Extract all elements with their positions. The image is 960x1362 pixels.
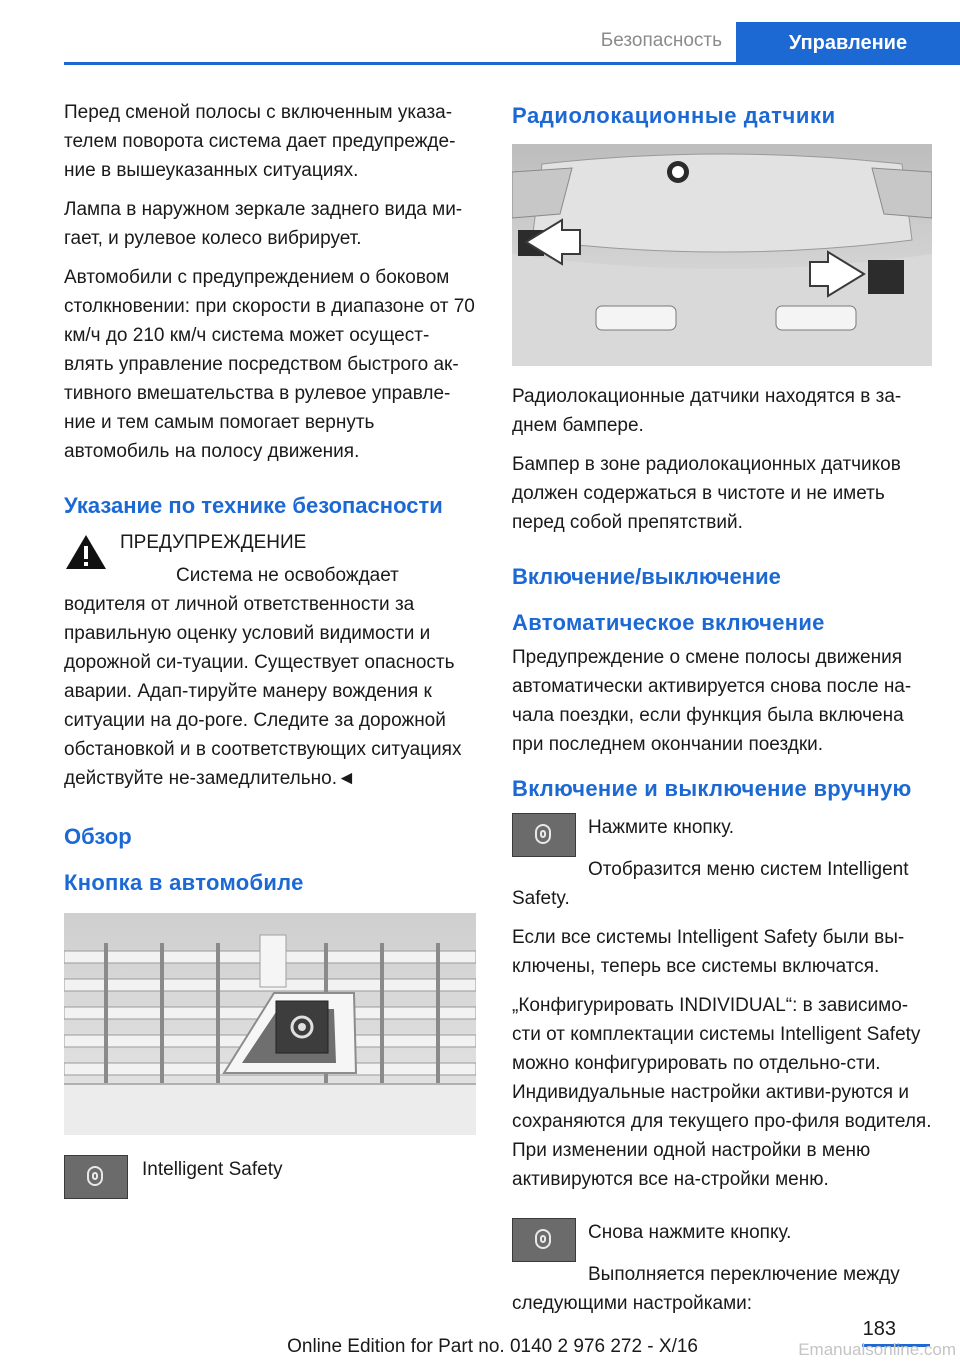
warning-text: Система не освобождает водителя от личной ответственности за правильную оценку условий видимости и дорожной си-туации. Существует опасность аварии. Адап-тируйте манеру вождения к ситуации на до-роге. Следите за дорожной обстановкой и в соответствующих ситуациях действуйте не-замедлительно.◄	[64, 565, 462, 789]
manual-step: Нажмите кнопку.	[588, 817, 735, 838]
intelligent-safety-button-icon	[512, 813, 576, 857]
manual-step2-row	[512, 1218, 932, 1262]
warning-block	[64, 528, 476, 793]
bumper-photo-svg	[512, 144, 932, 366]
paragraph: Бампер в зоне радиолокационных датчиков должен содержаться в чистоте и не иметь перед собой препятствий.	[512, 454, 901, 533]
paragraph: Предупреждение о смене полосы движения автоматически активируется снова после на-чала поездки, если функция была включена при последнем окончании поездки.	[512, 647, 912, 755]
safety-heading: Указание по технике безопасности	[64, 493, 443, 518]
manual-step-result: Отобразится меню систем Intelligent Safety.	[512, 859, 909, 909]
section-tab[interactable]: Безопасность	[600, 30, 722, 51]
paragraph: „Конфигурировать INDIVIDUAL“: в зависимо-сти от комплектации системы Intelligent Safety можно конфигурировать по отдельно-сти. Индивидуальные настройки активи-руются и сохраняются для текущего про-филя водителя. При изменении одной настройки в меню активируются все на-стройки меню.	[512, 995, 932, 1190]
manual-step1-row	[512, 813, 932, 857]
intelligent-safety-button-icon	[64, 1155, 128, 1199]
onoff-heading: Включение/выключение	[512, 564, 781, 589]
overview-heading: Обзор	[64, 824, 132, 849]
manual-step: Снова нажмите кнопку.	[588, 1222, 792, 1243]
button-caption: Intelligent Safety	[142, 1159, 283, 1180]
radar-heading: Радиолокационные датчики	[512, 103, 836, 128]
manual-step-result: Выполняется переключение между следующими настройками:	[512, 1264, 900, 1314]
page-header	[64, 0, 960, 65]
grille-button-photo	[64, 913, 476, 1135]
page-footer	[0, 1318, 960, 1362]
button-heading: Кнопка в автомобиле	[64, 870, 304, 895]
button-caption-row	[64, 1155, 476, 1199]
left-column	[64, 98, 476, 1201]
paragraph: Лампа в наружном зеркале заднего вида ми-гает, и рулевое колесо вибрирует.	[64, 199, 463, 249]
manual-heading: Включение и выключение вручную	[512, 776, 912, 801]
edition-line: Online Edition for Part no. 0140 2 976 272 - X/16	[287, 1336, 698, 1357]
right-column	[512, 98, 932, 1328]
watermark: Emanualsonline.com	[798, 1340, 956, 1359]
grille-photo-svg	[64, 913, 476, 1135]
paragraph: Радиолокационные датчики находятся в за-днем бампере.	[512, 386, 902, 436]
paragraph: Если все системы Intelligent Safety были вы-ключены, теперь все системы включатся.	[512, 927, 905, 977]
paragraph: Автомобили с предупреждением о боковом столкновении: при скорости в диапазоне от 70 км/ч до 210 км/ч система может осущест-влять управление посредством быстрого ак-тивного вмешательства в рулевое управле-ние и тем самым помогает вернуть автомобиль на полосу движения.	[64, 267, 475, 462]
paragraph: Перед сменой полосы с включенным указа-телем поворота система дает предупрежде-ние в вышеуказанных ситуациях.	[64, 102, 456, 181]
warning-label: ПРЕДУПРЕЖДЕНИЕ	[120, 532, 307, 553]
chapter-tab[interactable]: Управление	[736, 22, 960, 62]
page-number: 183	[862, 1318, 896, 1340]
rear-bumper-photo	[512, 144, 932, 366]
intelligent-safety-button-icon	[512, 1218, 576, 1262]
warning-triangle-icon	[64, 532, 108, 572]
auto-heading: Автоматическое включение	[512, 610, 825, 635]
